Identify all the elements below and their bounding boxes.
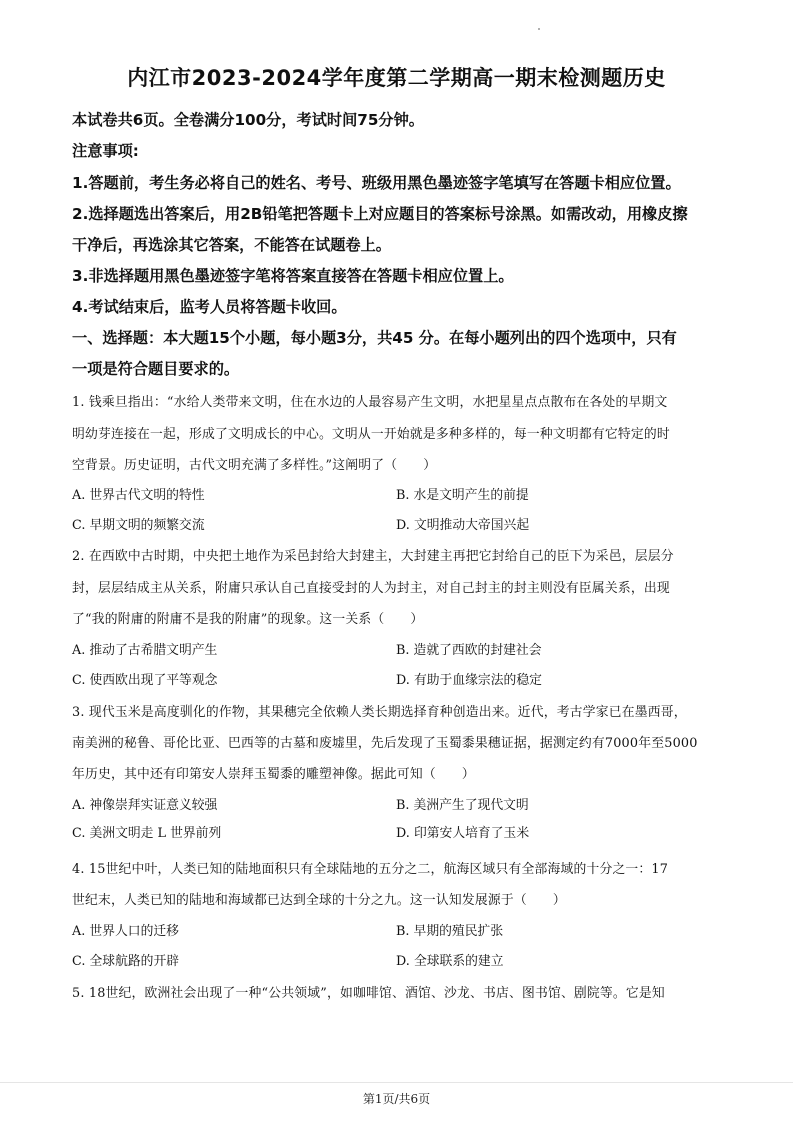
note-line: 干净后，再选涂其它答案，不能答在试题卷上。 — [72, 236, 391, 254]
notes-heading: 注意事项: — [72, 142, 139, 160]
question-1-option-c: C. 早期文明的频繁交流 — [72, 518, 205, 533]
question-1-stem: 明幼芽连接在一起，形成了文明成长的中心。文明从一开始就是多种多样的，每一种文明都有它特定的时 — [72, 427, 670, 442]
page-title: 内江市2023-2024学年度第二学期高一期末检测题历史 — [127, 66, 666, 90]
question-3-stem: 年历史，其中还有印第安人崇拜玉蜀黍的雕塑神像。据此可知（ ） — [72, 767, 475, 782]
question-4-option-c: C. 全球航路的开辟 — [72, 954, 180, 969]
question-3-option-b: B. 美洲产生了现代文明 — [396, 798, 529, 813]
note-line: 2.选择题选出答案后，用2B铅笔把答题卡上对应题目的答案标号涂黑。如需改动，用橡皮擦 — [72, 205, 688, 223]
section-heading: 一、选择题：本大题15个小题，每小题3分，共45 分。在每小题列出的四个选项中，只有 — [72, 329, 677, 347]
question-1-option-b: B. 水是文明产生的前提 — [396, 488, 529, 503]
question-3-stem: 南美洲的秘鲁、哥伦比亚、巴西等的古墓和废墟里，先后发现了玉蜀黍果穗证据，据测定约有7000年至5000 — [72, 736, 698, 751]
question-4-option-a: A. 世界人口的迁移 — [72, 924, 179, 939]
question-2-stem: 封，层层结成主从关系，附庸只承认自己直接受封的人为封主，对自己封主的封主则没有臣属关系，出现 — [72, 581, 670, 596]
page-number: 第1页/共6页 — [362, 1092, 431, 1106]
note-line: 4.考试结束后，监考人员将答题卡收回。 — [72, 298, 347, 316]
question-4-stem: 4. 15世纪中叶，人类已知的陆地面积只有全球陆地的五分之二，航海区域只有全部海域的十分之一：17 — [72, 862, 669, 877]
question-2-option-b: B. 造就了西欧的封建社会 — [396, 643, 542, 658]
question-1-option-a: A. 世界古代文明的特性 — [72, 488, 205, 503]
question-2-option-d: D. 有助于血缘宗法的稳定 — [396, 673, 542, 688]
question-2-option-a: A. 推动了古希腊文明产生 — [72, 643, 218, 658]
exam-summary: 本试卷共6页。全卷满分100分，考试时间75分钟。 — [72, 111, 424, 129]
question-3-option-d: D. 印第安人培育了玉米 — [396, 826, 530, 841]
section-heading: 一项是符合题目要求的。 — [72, 360, 240, 378]
question-3-stem: 3. 现代玉米是高度驯化的作物，其果穗完全依赖人类长期选择育种创造出来。近代，考古学家已在墨西哥， — [72, 705, 687, 720]
footer-divider — [0, 1082, 793, 1083]
question-2-option-c: C. 使西欧出现了平等观念 — [72, 673, 218, 688]
question-1-stem: 1. 钱乘旦指出：“水给人类带来文明，住在水边的人最容易产生文明，水把星星点点散布在各处的早期文 — [72, 395, 668, 410]
question-3-option-a: A. 神像崇拜实证意义较强 — [72, 798, 218, 813]
question-1-option-d: D. 文明推动大帝国兴起 — [396, 518, 530, 533]
question-1-stem: 空背景。历史证明，古代文明充满了多样性。”这阐明了（ ） — [72, 458, 437, 473]
question-5-stem: 5. 18世纪，欧洲社会出现了一种“公共领域”，如咖啡馆、酒馆、沙龙、书店、图书馆、剧院等。它是知 — [72, 986, 665, 1001]
note-line: 1.答题前，考生务必将自己的姓名、考号、班级用黑色墨迹签字笔填写在答题卡相应位置。 — [72, 174, 681, 192]
question-4-option-b: B. 早期的殖民扩张 — [396, 924, 504, 939]
note-line: 3.非选择题用黑色墨迹签字笔将答案直接答在答题卡相应位置上。 — [72, 267, 514, 285]
question-2-stem: 了“我的附庸的附庸不是我的附庸”的现象。这一关系（ ） — [72, 612, 424, 627]
question-2-stem: 2. 在西欧中古时期，中央把土地作为采邑封给大封建主，大封建主再把它封给自己的臣下为采邑，层层分 — [72, 549, 674, 564]
question-4-stem: 世纪末，人类已知的陆地和海域都已达到全球的十分之九。这一认知发展源于（ ） — [72, 893, 566, 908]
question-3-option-c: C. 美洲文明走 L 世界前列 — [72, 826, 222, 841]
scan-dot — [538, 28, 540, 30]
question-4-option-d: D. 全球联系的建立 — [396, 954, 504, 969]
